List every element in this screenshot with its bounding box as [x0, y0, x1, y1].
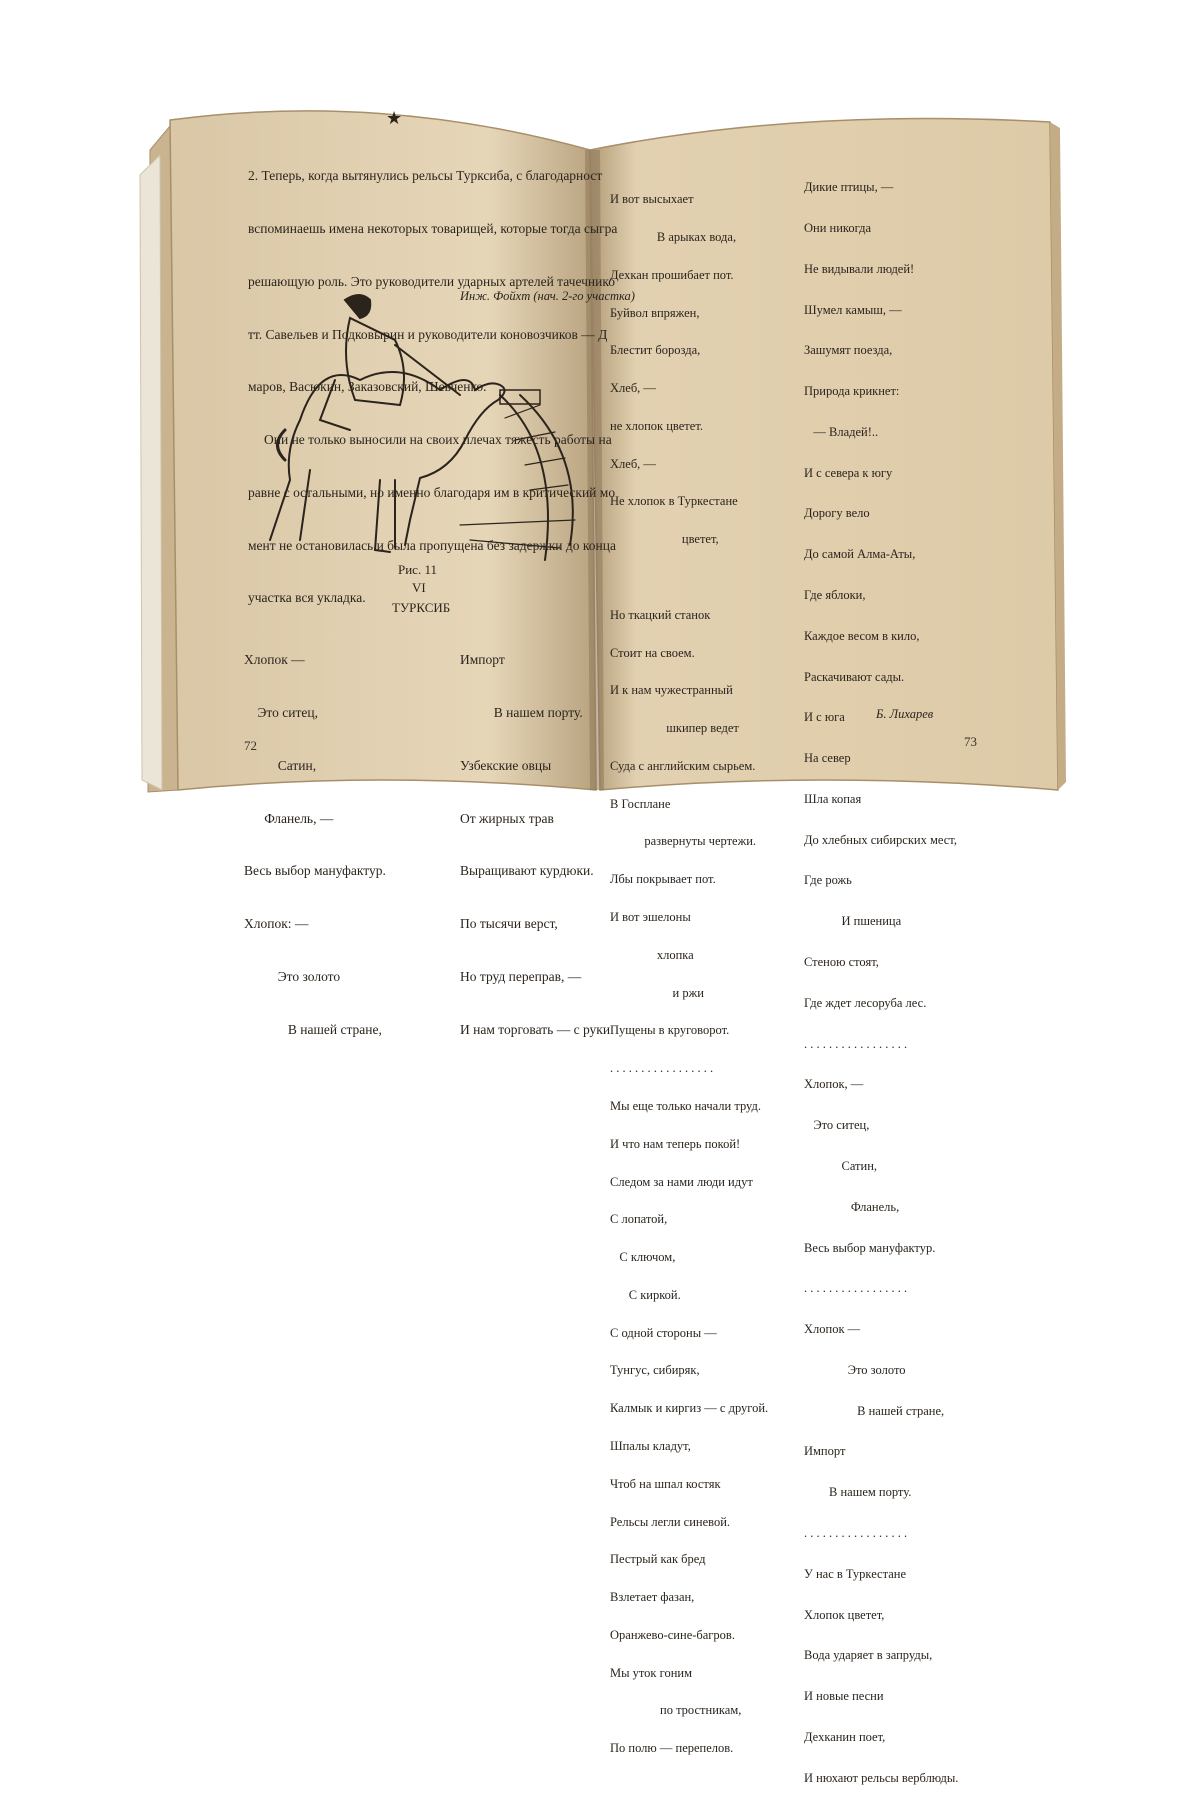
poem-line: Не хлопок в Туркестане: [610, 494, 738, 509]
left-page-stack: [140, 155, 162, 790]
poem-line: Раскачивают сады.: [804, 669, 905, 684]
poem-line: По полю — перепелов.: [610, 1741, 734, 1756]
poem-left-column: [244, 616, 386, 1073]
poem-line: Природа крикнет:: [804, 384, 900, 399]
poem-line: Калмык и киргиз — с другой.: [610, 1401, 769, 1416]
poem-line: У нас в Туркестане: [804, 1566, 906, 1581]
poem-line: Весь выбор мануфактур.: [804, 1240, 936, 1255]
poem-line: Лбы покрывает пот.: [610, 872, 716, 887]
poem-line: Где ждет лесоруба лес.: [804, 995, 927, 1010]
poem-line: На север: [804, 751, 851, 766]
poem-line: Шумел камыш, —: [804, 302, 902, 317]
poem-line: Хлопок —: [244, 652, 305, 668]
intro-line: Они не только выносили на своих плечах тяжесть работы на: [264, 432, 612, 448]
poem-line: И нам торговать — с руки: [460, 1021, 611, 1037]
poem-line: С одной стороны —: [610, 1325, 717, 1340]
poem-line: . . . . . . . . . . . . . . . . .: [804, 1036, 908, 1051]
poem-line: И пшеница: [804, 914, 902, 929]
poem-line: И что нам теперь покой!: [610, 1136, 741, 1151]
poem-line: В арыках вода,: [610, 229, 737, 244]
intro-line: маров, Васюкин, Заказовский, Шевченко.: [248, 379, 487, 395]
intro-line: равне с остальными, но именно благодаря им в критический мо: [248, 484, 616, 500]
right-poem-column-2: [804, 154, 958, 1800]
star-ornament: ★: [386, 108, 403, 128]
intro-line: участка вся укладка.: [248, 590, 366, 606]
poem-line: Следом за нами люди идут: [610, 1174, 753, 1189]
intro-line: мент не остановилась и была пропущена без задержки до конца: [248, 537, 616, 553]
poem-line: Где яблоки,: [804, 588, 866, 602]
poem-line: Хлеб, —: [610, 381, 656, 396]
poem-line: Блестит борозда,: [610, 343, 701, 358]
poem-line: С ключом,: [610, 1250, 676, 1265]
poem-line: Сатин,: [244, 757, 317, 773]
poem-line: . . . . . . . . . . . . . . . . .: [804, 1281, 908, 1296]
poem-line: развернуты чертежи.: [610, 834, 757, 849]
poem-line: хлопка: [610, 947, 694, 962]
poem-line: Узбекские овцы: [460, 757, 552, 773]
poem-line: Шпалы кладут,: [610, 1438, 691, 1453]
poem-line: Дикие птицы, —: [804, 180, 894, 195]
poem-line: Весь выбор мануфактур.: [244, 863, 386, 879]
poem-line: Зашумят поезда,: [804, 343, 893, 358]
attribution: Инж. Фойхт (нач. 2-го участка): [460, 289, 635, 303]
poem-line: Мы еще только начали труд.: [610, 1098, 762, 1113]
poem-line: Это ситец,: [804, 1118, 870, 1133]
intro-line: 2. Теперь, когда вытянулись рельсы Турксиба, с благодарност: [248, 168, 603, 184]
poem-line: . . . . . . . . . . . . . . . . .: [610, 1061, 714, 1076]
poem-line: И новые песни: [804, 1689, 884, 1704]
poem-line: И вот эшелоны: [610, 910, 691, 925]
poem-line: Чтоб на шпал костяк: [610, 1476, 721, 1491]
poem-line: Тунгус, сибиряк,: [610, 1363, 700, 1378]
poem-line: Хлопок: —: [244, 916, 309, 932]
poem-line: В Госплане: [610, 796, 671, 811]
poem-line: [610, 571, 768, 584]
poem-line: Буйвол впряжен,: [610, 305, 700, 320]
poem-line: Пущены в круговорот.: [610, 1023, 730, 1038]
intro-line: тт. Савельев и Подковырин и руководители коновозчиков — Д: [248, 326, 608, 342]
poem-line: По тысячи верст,: [460, 916, 558, 932]
poem-line: В нашем порту.: [804, 1485, 912, 1500]
poem-line: цветет,: [610, 532, 719, 547]
right-poem-column-1: [610, 168, 768, 1780]
poem-line: Вода ударяет в запруды,: [804, 1648, 933, 1663]
poem-line: И с севера к югу: [804, 465, 893, 480]
poem-line: Но ткацкий станок: [610, 607, 711, 622]
poem-line: Фланель, —: [244, 810, 334, 826]
poem-line: Дорогу вело: [804, 506, 870, 521]
intro-line: решающую роль. Это руководители ударных артелей тачечнико: [248, 273, 615, 289]
poem-line: по тростникам,: [610, 1703, 742, 1718]
section-number: VI: [412, 580, 426, 595]
poem-line: Импорт: [460, 652, 505, 668]
poem-line: Суда с английским сырьем.: [610, 758, 756, 773]
poem-line: В нашей стране,: [804, 1403, 945, 1418]
poem-line: И с юга: [804, 710, 845, 725]
poem-line: Выращивают курдюки.: [460, 863, 594, 879]
poem-line: Оранжево-сине-багров.: [610, 1627, 735, 1642]
poem-line: С киркой.: [610, 1287, 681, 1302]
poem-line: Где рожь: [804, 873, 852, 888]
poem-line: Это золото: [804, 1362, 906, 1377]
figure-caption: Рис. 11: [398, 562, 437, 577]
poem-line: Они никогда: [804, 220, 872, 235]
poem-line: Хлопок, —: [804, 1077, 864, 1092]
poem-line: С лопатой,: [610, 1212, 668, 1227]
poem-line: не хлопок цветет.: [610, 418, 703, 433]
poem-line: В нашей стране,: [244, 1021, 382, 1037]
poem-line: Хлопок цветет,: [804, 1607, 885, 1622]
poem-line: Это ситец,: [244, 704, 318, 720]
poem-line: И к нам чужестранный: [610, 683, 733, 698]
poem-line: Это золото: [244, 968, 341, 984]
page-number-left: 72: [244, 738, 257, 753]
poem-line: В нашем порту.: [460, 704, 583, 720]
poem-line: Дехканин поет,: [804, 1729, 886, 1744]
poem-line: Хлеб, —: [610, 456, 656, 471]
poem-line: Не видывали людей!: [804, 261, 915, 276]
poem-line: Дехкан прошибает пот.: [610, 267, 734, 282]
poem-line: Сатин,: [804, 1158, 878, 1173]
poem-line: Каждое весом в кило,: [804, 628, 920, 643]
poem-line: и ржи: [610, 985, 704, 1000]
poem-line: Мы уток гоним: [610, 1665, 692, 1680]
poem-line: И вот высыхает: [610, 192, 694, 207]
poem-line: Хлопок —: [804, 1322, 861, 1337]
intro-line: вспоминаешь имена некоторых товарищей, которые тогда сыгра: [248, 220, 618, 236]
poem-line: Но труд переправ, —: [460, 968, 582, 984]
poem-line: Рельсы легли синевой.: [610, 1514, 731, 1529]
poem-line: Взлетает фазан,: [610, 1590, 695, 1605]
section-title: ТУРКСИБ: [392, 600, 451, 615]
page-number-right: 73: [964, 734, 977, 749]
poem-line: До самой Алма-Аты,: [804, 547, 916, 562]
poem-line: Пестрый как бред: [610, 1552, 706, 1567]
poem-line: Фланель,: [804, 1199, 900, 1214]
poem-line: Импорт: [804, 1444, 846, 1459]
poem-line: И нюхают рельсы верблюды.: [804, 1770, 959, 1785]
poem-line: Стеною стоят,: [804, 955, 879, 970]
poem-line: До хлебных сибирских мест,: [804, 832, 957, 847]
poem-line: От жирных трав: [460, 810, 554, 826]
poem-signature: Б. Лихарев: [876, 707, 934, 721]
poem-line: Стоит на своем.: [610, 645, 695, 660]
poem-line: Шла копая: [804, 791, 862, 806]
poem-line: — Владей!..: [804, 424, 879, 439]
poem-right-column: [460, 616, 610, 1073]
poem-line: шкипер ведет: [610, 721, 739, 736]
poem-line: . . . . . . . . . . . . . . . . .: [804, 1525, 908, 1540]
